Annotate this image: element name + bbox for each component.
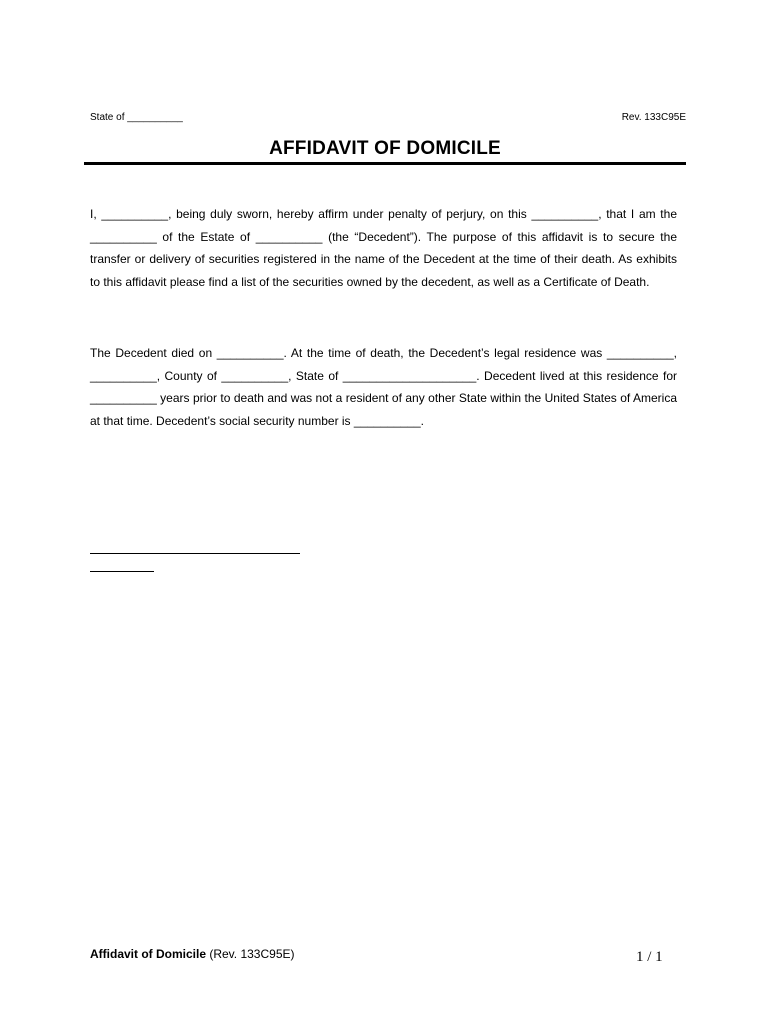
residence-paragraph: The Decedent died on __________. At the time of death, the Decedent’s legal residence was __________, __________, County of __________, State of ____________________. Decedent lived at this residence for __________ years prior to death and was not a resident of any other State within the United States of America at that time. Decedent’s social security number is __________. (90, 346, 677, 428)
affirmation-paragraph: I, __________, being duly sworn, hereby affirm under penalty of perjury, on this __________, that I am the __________ of the Estate of __________ (the “Decedent”). The purpose of this affidavit is to secure the transfer or delivery of securities registered in the name of the Decedent at the time of their death. As exhibits to this affidavit please find a list of the securities owned by the decedent, as well as a Certificate of Death. (90, 207, 677, 289)
footer-title: Affidavit of Domicile (90, 947, 207, 961)
document-title: AFFIDAVIT OF DOMICILE (269, 138, 501, 159)
footer-document-name (90, 947, 295, 961)
page-number: 1 / 1 (636, 949, 663, 965)
signature-line (90, 553, 300, 554)
date-line (90, 571, 154, 572)
document-header (90, 112, 686, 124)
state-of-field: State of __________ (90, 112, 183, 123)
revision-label: Rev. 133C95E (621, 112, 686, 123)
footer-revision: (Rev. 133C95E) (206, 947, 295, 961)
title-divider (84, 162, 686, 165)
